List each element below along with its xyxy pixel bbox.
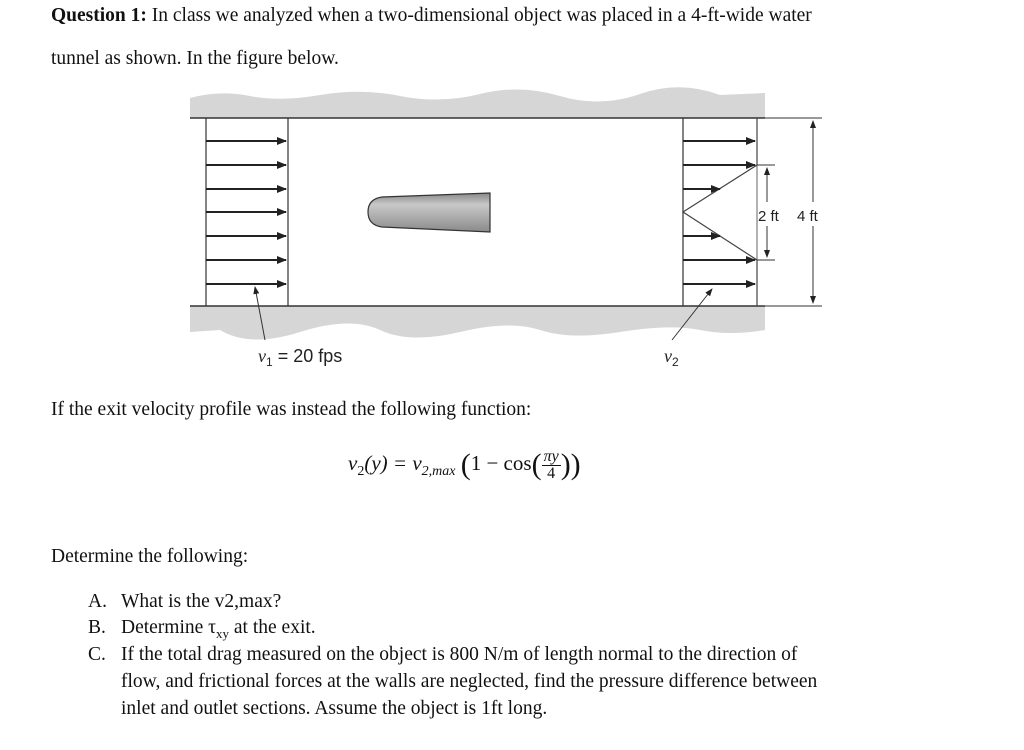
v2-label: $v_2$: [664, 346, 679, 369]
object-shape: [368, 193, 490, 232]
item-a: A. What is the v2,max?: [88, 591, 282, 612]
top-wall: [190, 87, 765, 118]
intro-text: If the exit velocity profile was instead the following function:: [51, 399, 532, 420]
exit-velocity-equation: $v_2(y) = v_{2,max}$ (1 − cos( $\frac{\pi y}{4}$ )): [348, 447, 581, 482]
item-c: C. If the total drag measured on the object is 800 N/m of length normal to the direction of: [88, 644, 798, 665]
question-line-2: tunnel as shown. In the figure below.: [51, 48, 339, 69]
question-text: In class we analyzed when a two-dimensional object was placed in a 4-ft-wide water: [146, 5, 812, 26]
dimension-2ft: 2 ft: [758, 208, 779, 225]
bottom-wall: [190, 306, 765, 340]
exit-velocity-profile: [683, 118, 757, 306]
v1-label: $v_1 = 20$ fps: [258, 346, 343, 369]
outlet-velocity-arrows: [683, 141, 755, 284]
question-label: Question 1:: [51, 5, 147, 26]
item-c-line-3: inlet and outlet sections. Assume the object is 1ft long.: [121, 698, 548, 719]
item-b: B. Determine $\tau_{xy}$ at the exit.: [88, 617, 316, 641]
item-c-line-2: flow, and frictional forces at the walls are neglected, find the pressure difference between: [121, 671, 818, 692]
dimension-4ft: 4 ft: [797, 208, 818, 225]
determine-heading: Determine the following:: [51, 546, 249, 567]
inlet-velocity-arrows: [206, 141, 286, 284]
